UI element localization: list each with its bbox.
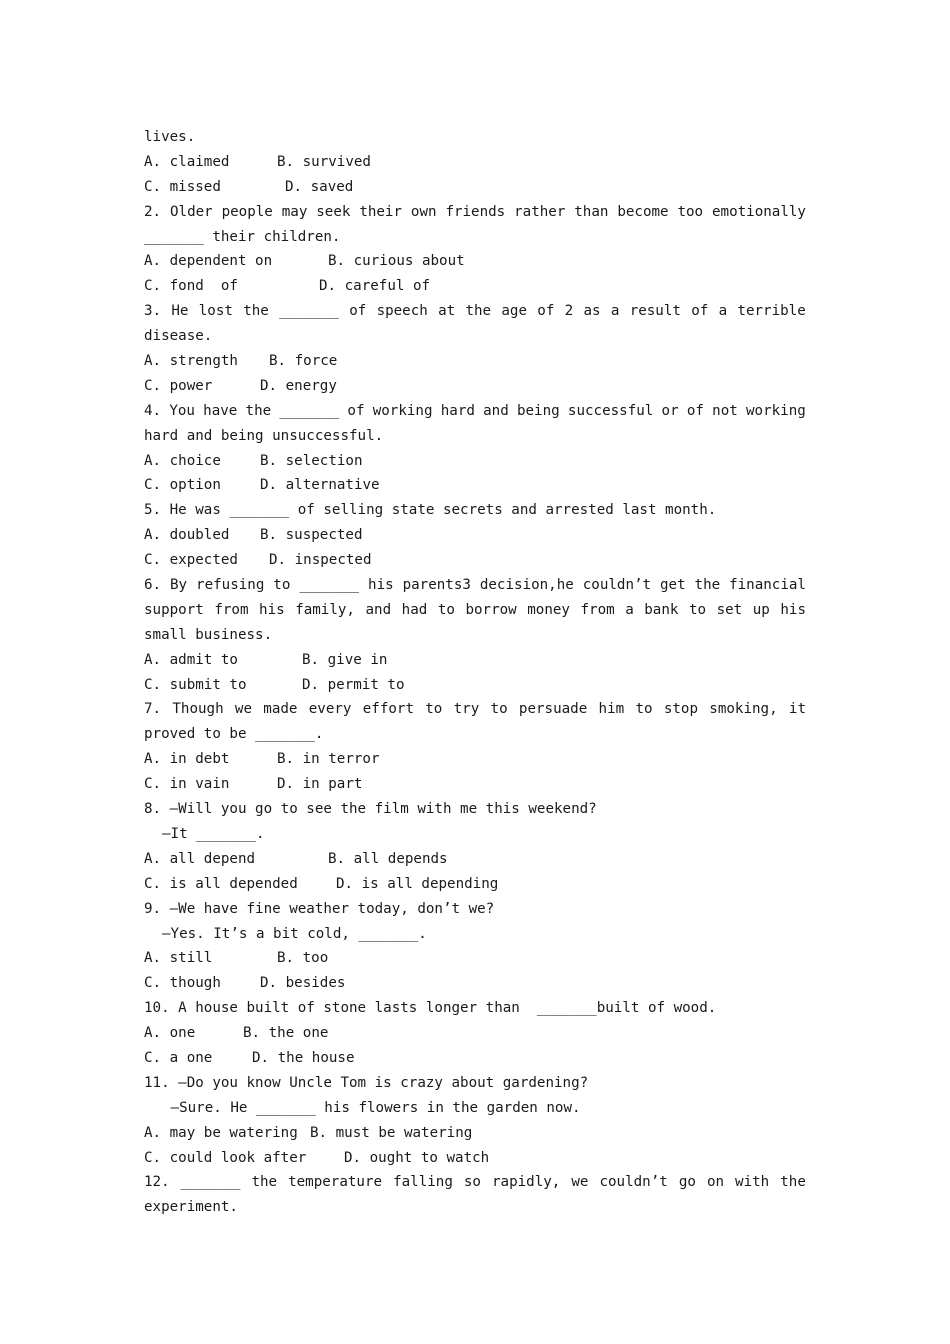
answer-options-line (144, 1121, 806, 1146)
question-text-line (144, 399, 806, 424)
word: we (571, 1174, 589, 1191)
word: the (465, 303, 492, 320)
word: seek (316, 203, 351, 220)
word: family, (295, 601, 355, 618)
word: effort (362, 701, 414, 718)
word: Older (169, 203, 213, 220)
dialogue-line: —Sure. He _______ his flowers in the garden now. (162, 1099, 581, 1116)
word: financial (729, 577, 806, 594)
word: rapidly, (492, 1174, 561, 1191)
dialogue-line: —It _______. (162, 825, 265, 842)
word: to (490, 701, 508, 718)
option-text: C. power (144, 377, 213, 394)
option-text: B. curious about (328, 253, 465, 270)
question-text-line: 8. —Will you go to see the film with me this weekend? (144, 801, 597, 818)
word: He (171, 303, 189, 320)
answer-options-line (144, 946, 806, 971)
question-text-line: small business. (144, 626, 273, 643)
word: the (694, 577, 721, 594)
option-text: D. besides (260, 975, 346, 992)
word: to (273, 577, 291, 594)
question-text-line (144, 598, 806, 623)
answer-options-line (144, 449, 806, 474)
answer-options-line (144, 673, 806, 698)
word: a (625, 601, 634, 618)
word: refusing (196, 577, 265, 594)
word: every (308, 701, 352, 718)
word: 2 (564, 303, 574, 320)
question-text-line: 11. —Do you know Uncle Tom is crazy about gardening? (144, 1074, 589, 1091)
word: to (688, 601, 707, 618)
answer-options-line (144, 523, 806, 548)
question-text-line: hard and being unsuccessful. (144, 427, 384, 444)
option-text: A. doubled (144, 527, 230, 544)
word: made (263, 701, 298, 718)
word: couldn’t (599, 1174, 668, 1191)
answer-options-line (144, 175, 806, 200)
word: people (221, 203, 273, 220)
word: 12. (144, 1174, 170, 1191)
word: decision,he (479, 577, 574, 594)
option-text: D. careful of (319, 278, 431, 295)
word: of (537, 303, 555, 320)
option-text: C. missed (144, 178, 221, 195)
word: own (410, 203, 437, 220)
word: too (677, 203, 704, 220)
option-text: A. dependent on (144, 253, 273, 270)
answer-options-line (144, 274, 806, 299)
word: at (438, 303, 456, 320)
answer-options-line (144, 847, 806, 872)
question-text-line: 10. A house built of stone lasts longer than _______built of wood. (144, 1000, 717, 1017)
answer-options-line (144, 150, 806, 175)
word: than (574, 203, 609, 220)
word: result (629, 303, 681, 320)
word: have (203, 402, 238, 419)
question-text-line: 5. He was _______ of selling state secrets and arrested last month. (144, 502, 717, 519)
word: of (347, 402, 365, 419)
option-text: B. must be watering (310, 1124, 473, 1141)
word: By (170, 577, 188, 594)
word: his (259, 601, 285, 618)
question-text-line: 9. —We have fine weather today, don’t we? (144, 900, 495, 917)
word: try (453, 701, 480, 718)
word: Though (172, 701, 224, 718)
option-text: D. in part (277, 776, 363, 793)
word: as (583, 303, 601, 320)
word: age (501, 303, 527, 320)
word: emotionally (711, 203, 806, 220)
option-text: A. one (144, 1025, 196, 1042)
word: _______ (279, 303, 339, 320)
word: 4. (144, 402, 162, 419)
option-text: A. still (144, 950, 213, 967)
word: borrow (465, 601, 517, 618)
question-text-line (144, 200, 806, 225)
answer-options-line (144, 772, 806, 797)
option-text: C. option (144, 477, 221, 494)
word: their (359, 203, 403, 220)
answer-options-line (144, 249, 806, 274)
word: 7. (144, 701, 162, 718)
option-text: A. strength (144, 353, 238, 370)
word: the (243, 303, 269, 320)
word: working (746, 402, 806, 419)
answer-options-line (144, 971, 806, 996)
word: to (635, 701, 653, 718)
option-text: C. though (144, 975, 221, 992)
word: set (716, 601, 743, 618)
word: of (691, 303, 709, 320)
answer-options-line (144, 747, 806, 772)
answer-options-line (144, 648, 806, 673)
word: the (780, 1174, 806, 1191)
word: falling (393, 1174, 453, 1191)
word: parents3 (402, 577, 471, 594)
word: lost (198, 303, 233, 320)
word: 3. (144, 303, 162, 320)
word: support (144, 601, 204, 618)
option-text: A. claimed (144, 153, 230, 170)
option-text: A. all depend (144, 850, 256, 867)
option-text: B. in terror (277, 751, 380, 768)
option-text: B. too (277, 950, 329, 967)
word: a (610, 303, 620, 320)
word: had (401, 601, 428, 618)
word: _______ (299, 577, 360, 594)
word: friends (445, 203, 506, 220)
word: him (598, 701, 625, 718)
word: You (169, 402, 195, 419)
option-text: D. ought to watch (344, 1149, 490, 1166)
word: temperature (288, 1174, 383, 1191)
question-text-line (144, 299, 806, 324)
answer-options-line (144, 1146, 806, 1171)
question-text-line: proved to be _______. (144, 726, 324, 743)
option-text: C. is all depended (144, 875, 298, 892)
word: get (660, 577, 686, 594)
question-text-line (144, 697, 806, 722)
word: bank (644, 601, 679, 618)
option-text: A. choice (144, 452, 221, 469)
word: couldn’t (582, 577, 652, 594)
dialogue-line: —Yes. It’s a bit cold, _______. (162, 925, 427, 942)
question-text-line (144, 1170, 806, 1195)
option-text: C. expected (144, 552, 238, 569)
option-text: B. suspected (260, 527, 363, 544)
word: successful (567, 402, 654, 419)
word: up (752, 601, 770, 618)
word: _______ (180, 1174, 241, 1191)
option-text: D. permit to (302, 676, 405, 693)
option-text: D. inspected (269, 552, 372, 569)
word: his (368, 577, 394, 594)
option-text: A. may be watering (144, 1124, 298, 1141)
word: persuade (518, 701, 588, 718)
word: being (516, 402, 560, 419)
word: money (527, 601, 570, 618)
word: we (234, 701, 252, 718)
word: so (463, 1174, 481, 1191)
option-text: B. the one (243, 1025, 329, 1042)
option-text: C. fond of (144, 278, 238, 295)
word: with (735, 1174, 770, 1191)
word: of (686, 402, 704, 419)
answer-options-line (144, 548, 806, 573)
word: the (251, 1174, 278, 1191)
word: of (349, 303, 367, 320)
answer-options-line (144, 349, 806, 374)
word: the (245, 402, 272, 419)
word: to (425, 701, 443, 718)
word: go (678, 1174, 696, 1191)
answer-options-line (144, 473, 806, 498)
word: _______ (279, 402, 340, 419)
word: on (706, 1174, 725, 1191)
word: to (437, 601, 455, 618)
question-text-line: disease. (144, 328, 213, 345)
answer-options-line (144, 1046, 806, 1071)
option-text: A. admit to (144, 651, 238, 668)
word: terrible (737, 303, 806, 320)
word: a (718, 303, 728, 320)
option-text: B. give in (302, 651, 388, 668)
option-text: D. saved (285, 178, 354, 195)
option-text: C. could look after (144, 1149, 307, 1166)
option-text: D. the house (252, 1049, 355, 1066)
word: rather (514, 203, 566, 220)
option-text: B. all depends (328, 850, 448, 867)
word: become (617, 203, 669, 220)
option-text: C. submit to (144, 676, 247, 693)
option-text: C. a one (144, 1049, 213, 1066)
answer-options-line (144, 1021, 806, 1046)
word: smoking, (709, 701, 778, 718)
word: and (365, 601, 392, 618)
word: 2. (144, 203, 162, 220)
word: or (661, 402, 679, 419)
word: his (780, 601, 806, 618)
option-text: A. in debt (144, 751, 230, 768)
option-text: D. is all depending (336, 875, 499, 892)
option-text: D. energy (260, 377, 337, 394)
word: from (214, 601, 249, 618)
word: working (372, 402, 433, 419)
word: 6. (144, 577, 162, 594)
word: from (580, 601, 615, 618)
document-page (144, 125, 806, 1220)
option-text: D. alternative (260, 477, 380, 494)
word: stop (663, 701, 698, 718)
question-text-line: experiment. (144, 1199, 238, 1216)
word: and (483, 402, 509, 419)
word: it (788, 701, 806, 718)
word: speech (376, 303, 428, 320)
word: hard (440, 402, 475, 419)
answer-options-line (144, 374, 806, 399)
question-text-line: lives. (144, 129, 196, 145)
word: may (281, 203, 308, 220)
option-text: B. force (269, 353, 338, 370)
option-text: C. in vain (144, 776, 230, 793)
answer-options-line (144, 872, 806, 897)
option-text: B. selection (260, 452, 363, 469)
word: not (712, 402, 738, 419)
question-text-line (144, 573, 806, 598)
option-text: B. survived (277, 153, 371, 170)
question-text-line: _______ their children. (144, 228, 341, 245)
